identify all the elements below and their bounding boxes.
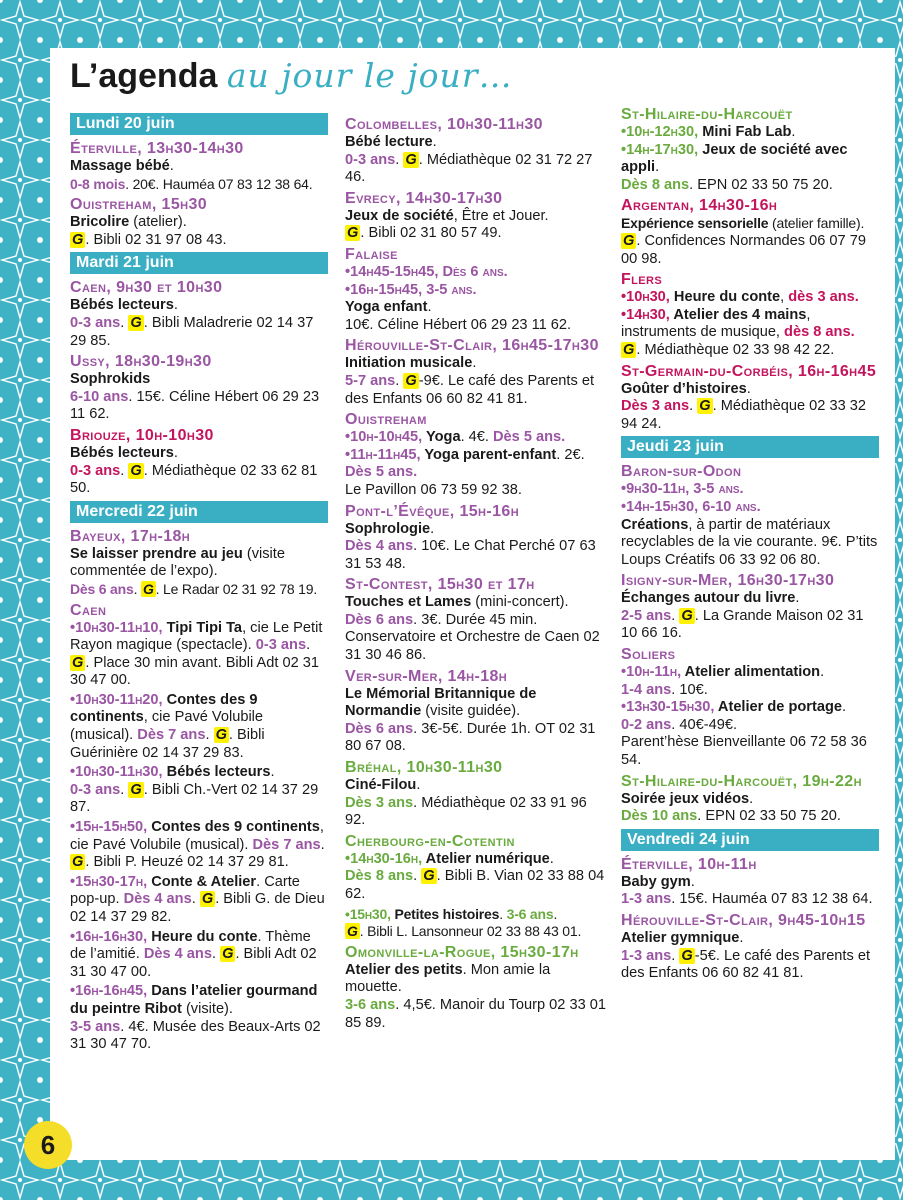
- free-g-badge: G: [130, 462, 142, 479]
- event-age: Dès 6 ans: [70, 580, 134, 597]
- event-note: , cie Pavé Volubile (musical).: [70, 709, 264, 744]
- free-g-badge: G: [215, 727, 227, 744]
- event-block: Hérouville-St-Clair, 9h45-10h15 Atelier gymnique. 1-3 ans. G -5€. Le café des Parents et des Enfants 06 60 82 41 81.: [621, 911, 879, 983]
- event-place: Ouistreham: [345, 411, 427, 429]
- event-note: (visite).: [181, 1000, 233, 1017]
- event-info: . Médiathèque 02 33 98 42 22.: [636, 341, 835, 358]
- event-note: (mini-concert).: [471, 594, 569, 611]
- event-place: Éterville, 10h-11h: [621, 855, 757, 873]
- free-g-badge: G: [347, 923, 358, 940]
- event-info: Le Pavillon 06 73 59 92 38.: [345, 481, 522, 498]
- event-activity: Soirée jeux vidéos: [621, 790, 750, 807]
- event-activity: Massage bébé: [70, 158, 170, 174]
- event-info: . Bibli G. de Dieu 02 14 37 29 82.: [70, 891, 325, 925]
- event-age: Dès 7 ans: [252, 836, 321, 853]
- event-age: 3-6 ans: [345, 996, 396, 1013]
- event-age: 1-3 ans: [621, 947, 672, 964]
- event-place: Cherbourg-en-Cotentin: [345, 832, 515, 850]
- event-time: •14h30-16h,: [345, 850, 423, 867]
- column-1: [70, 110, 328, 1056]
- event-block: [345, 189, 607, 243]
- event-block: [70, 352, 328, 424]
- event-place: Caen: [70, 601, 107, 619]
- event-activity: Se laisser prendre au jeu: [70, 545, 243, 562]
- free-g-badge: G: [72, 654, 84, 671]
- event-activity: Le Mémorial Britannique de Normandie: [345, 685, 537, 720]
- free-g-badge: G: [405, 151, 417, 168]
- event-place: Ussy, 18h30-19h30: [70, 353, 212, 371]
- event-age: Dès 4 ans: [123, 891, 192, 908]
- title-script: au jour le jour…: [226, 56, 513, 95]
- event-age: 0-3 ans: [70, 314, 121, 331]
- event-block: Briouze, 10h-10h30 Bébés lecteurs. 0-3 ans. G . Médiathèque 02 33 62 81 50.: [70, 426, 328, 498]
- event-info: . 4€.: [460, 429, 494, 446]
- event-activity: Yoga: [422, 429, 461, 446]
- event-note: . Carte pop-up.: [70, 873, 300, 908]
- event-note: (visite commentée de l’expo).: [70, 545, 285, 580]
- event-activity: Atelier numérique: [422, 850, 550, 867]
- event-place: St-Hilaire-du-Harcouët: [621, 106, 793, 123]
- free-g-badge: G: [142, 580, 154, 597]
- event-activity: Yoga enfant: [345, 299, 428, 316]
- event-info: . Bibli Guérinière 02 14 37 29 83.: [70, 727, 265, 761]
- free-g-badge: G: [130, 781, 142, 798]
- free-g-badge: G: [347, 225, 359, 242]
- event-time: •10h30-11h10,: [70, 619, 163, 636]
- event-activity: Heure du conte: [147, 928, 258, 945]
- event-activity: Bricolire: [70, 214, 130, 231]
- free-g-badge: G: [72, 854, 84, 871]
- event-info: . Bibli B. Vian 02 33 88 04 62.: [345, 868, 605, 902]
- event-age: 2-5 ans: [621, 607, 672, 624]
- event-place: Isigny-sur-Mer, 16h30-17h30: [621, 572, 835, 590]
- event-block: Cherbourg-en-Cotentin •14h30-16h, Atelier numérique. Dès 8 ans. G . Bibli B. Vian 02 33 88 04 62. •15h30, Petites histoires. 3-6 ans. G . Bibli L. Lansonneur 02 33 88 43 01.: [345, 832, 607, 941]
- event-info: . Médiathèque 02 31 72 27 46.: [345, 151, 593, 186]
- event-age: dès 8 ans.: [784, 324, 855, 341]
- event-activity: Sophrologie: [345, 520, 431, 537]
- event-time: •16h-16h45,: [70, 983, 148, 1000]
- event-time: •9h30-11h, 3-5 ans.: [621, 481, 744, 498]
- event-place: Caen, 9h30 et 10h30: [70, 279, 223, 297]
- event-time: •16h-16h30,: [70, 928, 148, 945]
- event-age: Dès 5 ans.: [345, 464, 418, 481]
- event-activity: Créations: [621, 516, 689, 533]
- page-number-badge: 6: [24, 1121, 72, 1169]
- free-g-badge: G: [699, 398, 711, 415]
- event-time: •10h30-11h30,: [70, 764, 163, 781]
- event-place: Ver-sur-Mer, 14h-18h: [345, 667, 508, 685]
- event-place: St-Germain-du-Corbéis, 16h-16h45: [621, 362, 877, 380]
- event-activity: Expérience sensorielle: [621, 215, 769, 232]
- event-activity: Bébé lecture: [345, 134, 433, 150]
- event-age: 0-3 ans: [255, 637, 307, 654]
- event-place: Hérouville-St-Clair, 9h45-10h15: [621, 912, 866, 929]
- event-activity: Dans l’atelier gourmand du peintre Ribot: [70, 983, 318, 1017]
- day-header: Mercredi 22 juin: [70, 501, 328, 523]
- event-time: •10h30-11h20,: [70, 691, 163, 708]
- event-activity: Initiation musicale: [345, 355, 473, 372]
- event-time: •14h45-15h45, Dès 6 ans.: [345, 263, 508, 280]
- day-header: Lundi 20 juin: [70, 113, 328, 135]
- event-activity: Jeux de société avec appli: [621, 141, 848, 176]
- event-block: Soliers •10h-11h, Atelier alimentation. 1-4 ans. 10€. •13h30-15h30, Atelier de portage. 0-2 ans. 40€-49€. Parent’hèse Bienveillante 06 72 58 36 54.: [621, 645, 879, 770]
- event-block: [621, 196, 879, 268]
- event-block: Colombelles, 10h30-11h30 Bébé lecture. 0-3 ans. G . Médiathèque 02 31 72 27 46.: [345, 115, 607, 187]
- event-block: St-Germain-du-Corbéis, 16h-16h45 Goûter d’histoires. Dès 3 ans. G . Médiathèque 02 33 32 94 24.: [621, 362, 879, 434]
- event-age: 3-6 ans: [502, 905, 554, 922]
- event-activity: Échanges autour du livre: [621, 590, 796, 607]
- event-activity: Contes des 9 continents: [70, 691, 258, 726]
- day-header: Mardi 21 juin: [70, 252, 328, 274]
- event-block: Éterville, 10h-11h Baby gym. 1-3 ans. 15€. Hauméa 07 83 12 38 64.: [621, 855, 879, 909]
- event-info: . La Grande Maison 02 31 10 66 16.: [621, 607, 864, 642]
- day-header: Vendredi 24 juin: [621, 829, 879, 851]
- event-note: (visite guidée).: [421, 703, 521, 720]
- event-activity: Petites histoires: [390, 905, 500, 922]
- event-activity: Bébés lecteurs: [70, 297, 174, 314]
- event-activity: Touches et Lames: [345, 594, 472, 611]
- event-place: Éterville, 13h30-14h30: [70, 140, 244, 157]
- free-g-badge: G: [423, 868, 435, 885]
- event-info: . Médiathèque 02 33 62 81 50.: [70, 462, 318, 497]
- event-info: . 20€. Hauméa 07 83 12 38 64.: [125, 175, 313, 192]
- event-info: . Le Radar 02 31 92 78 19.: [155, 580, 318, 597]
- event-activity: Ciné-Filou: [345, 777, 417, 794]
- event-note: . Mon amie la mouette.: [345, 961, 551, 996]
- event-block: Falaise •14h45-15h45, Dès 6 ans. •16h-15h45, 3-5 ans. Yoga enfant. 10€. Céline Hébert 06 29 23 11 62.: [345, 245, 607, 334]
- event-age: 0-8 mois: [70, 175, 126, 192]
- event-note: (atelier).: [129, 214, 187, 231]
- event-place: Pont-l’Évêque, 15h-16h: [345, 502, 520, 520]
- event-info: . Bibli Ch.-Vert 02 14 37 29 87.: [70, 781, 319, 816]
- event-block: St-Hilaire-du-Harcouët, 19h-22h Soirée jeux vidéos. Dès 10 ans. EPN 02 33 50 75 20.: [621, 772, 879, 826]
- event-activity: Atelier gymnique: [621, 930, 740, 946]
- event-place: Bayeux, 17h-18h: [70, 527, 191, 545]
- free-g-badge: G: [72, 231, 84, 248]
- event-age: Dès 3 ans: [621, 398, 690, 415]
- event-time: •13h30-15h30,: [621, 699, 715, 716]
- event-info: . 15€. Hauméa 07 83 12 38 64.: [671, 891, 873, 908]
- event-block: Caen •10h30-11h10, Tipi Tipi Ta, cie Le Petit Rayon magique (spectacle). 0-3 ans. G . Place 30 min avant. Bibli Adt 02 31 30 47 00. •10h30-11h20, Contes des 9 continents, cie Pavé Volubile (musical). Dès 7 ans. G . Bibli Guérinière 02 14 37 29 83. •10h30-11h30, Bébés lecteurs. 0-3 ans. G . Bibli Ch.-Vert 02 14 37 29 87. •15h-15h50, Contes des 9 continents, cie Pavé Volubile (musical). Dès 7 ans. G . Bibli P. Heuzé 02 14 37 29 81. •15h30-17h, Conte & Atelier. Carte pop-up. Dès 4 ans. G . Bibli G. de Dieu 02 14 37 29 82. •16h-16h30, Heure du conte. Thème de l’amitié. Dès 4 ans. G . Bibli Adt 02 31 30 47 00. •16h-16h45, Dans l’atelier gourmand du peintre Ribot (visite). 3-5 ans. 4€. Musée des Beaux-Arts 02 31 30 47 70.: [70, 601, 328, 1054]
- free-g-badge: G: [623, 232, 635, 249]
- event-age: Dès 8 ans: [621, 176, 690, 193]
- event-note: , cie Pavé Volubile (musical).: [70, 819, 324, 853]
- event-time: •10h-12h30,: [621, 124, 699, 140]
- event-block: Bréhal, 10h30-11h30 Ciné-Filou. Dès 3 ans. Médiathèque 02 33 91 96 92.: [345, 758, 607, 830]
- event-place: Flers: [621, 271, 663, 289]
- event-block: St-Hilaire-du-Harcouët •10h-12h30, Mini Fab Lab. •14h-17h30, Jeux de société avec appli. Dès 8 ans. EPN 02 33 50 75 20.: [621, 105, 879, 194]
- event-age: Dès 7 ans: [137, 727, 206, 744]
- event-time: •10h-10h45,: [345, 429, 423, 446]
- event-info: . Bibli Adt 02 31 30 47 00.: [70, 946, 317, 980]
- event-info: -5€. Le café des Parents et des Enfants 06 60 82 41 81.: [621, 947, 870, 982]
- event-time: •11h-11h45,: [345, 446, 421, 463]
- event-place: St-Contest, 15h30 et 17h: [345, 576, 535, 594]
- event-info: . Bibli P. Heuzé 02 14 37 29 81.: [85, 854, 289, 871]
- event-time: •15h30-17h,: [70, 873, 148, 890]
- event-activity: Baby gym: [621, 873, 691, 890]
- event-activity: Sophrokids: [70, 371, 151, 388]
- event-place: Briouze, 10h-10h30: [70, 426, 214, 444]
- event-age: Dès 5 ans.: [493, 429, 566, 446]
- event-info: . Bibli 02 31 97 08 43.: [85, 231, 227, 248]
- event-block: Pont-l’Évêque, 15h-16h Sophrologie. Dès 4 ans. 10€. Le Chat Perché 07 63 31 53 48.: [345, 502, 607, 574]
- event-info: . 4,5€. Manoir du Tourp 02 33 01 85 89.: [345, 996, 606, 1031]
- event-info: . 4€. Musée des Beaux-Arts 02 31 30 47 70.: [70, 1018, 321, 1053]
- event-time: •14h30,: [621, 306, 670, 323]
- event-info: . 3€-5€. Durée 1h. OT 02 31 80 67 08.: [345, 720, 596, 755]
- event-block: [70, 195, 328, 249]
- event-place: Evrecy, 14h30-17h30: [345, 189, 503, 207]
- event-age: 6-10 ans: [70, 388, 129, 405]
- event-place: Soliers: [621, 646, 676, 664]
- column-3: [621, 104, 879, 985]
- page-title: [70, 56, 513, 96]
- event-block: Isigny-sur-Mer, 16h30-17h30 Échanges autour du livre. 2-5 ans. G . La Grande Maison 02 31 10 66 16.: [621, 571, 879, 643]
- event-time: •16h-15h45, 3-5 ans.: [345, 281, 477, 298]
- event-place: Falaise: [345, 245, 398, 263]
- event-activity: Yoga parent-enfant: [420, 446, 557, 463]
- event-place: Omonville-la-Rogue, 15h30-17h: [345, 943, 579, 961]
- event-block: Caen, 9h30 et 10h30 Bébés lecteurs. 0-3 ans. G . Bibli Maladrerie 02 14 37 29 85.: [70, 278, 328, 350]
- event-place: Hérouville-St-Clair, 16h45-17h30: [345, 337, 599, 355]
- event-place: Colombelles, 10h30-11h30: [345, 116, 543, 133]
- event-note: , instruments de musique,: [621, 306, 811, 341]
- event-age: 0-2 ans: [621, 716, 672, 733]
- event-activity: Jeux de société: [345, 207, 454, 224]
- event-note: , cie Le Petit Rayon magique (spectacle).: [70, 619, 323, 654]
- event-age: 1-4 ans: [621, 681, 672, 698]
- free-g-badge: G: [623, 341, 635, 358]
- event-time: •10h30,: [621, 289, 670, 306]
- event-age: Dès 4 ans: [143, 946, 212, 963]
- event-info: . Place 30 min avant. Bibli Adt 02 31 30 47 00.: [70, 654, 320, 689]
- free-g-badge: G: [201, 891, 214, 908]
- event-note: . Thème de l’amitié.: [70, 928, 311, 963]
- event-age: 3-5 ans: [70, 1018, 121, 1035]
- event-info: . EPN 02 33 50 75 20.: [697, 808, 841, 825]
- event-place: Ouistreham, 15h30: [70, 196, 208, 214]
- event-activity: Conte & Atelier: [147, 873, 257, 890]
- event-activity: Atelier alimentation: [681, 664, 821, 681]
- event-place: St-Hilaire-du-Harcouët, 19h-22h: [621, 772, 862, 790]
- event-activity: Atelier de portage: [714, 699, 842, 716]
- free-g-badge: G: [405, 372, 417, 389]
- event-activity: Atelier des petits: [345, 961, 463, 978]
- event-block: Bayeux, 17h-18h Se laisser prendre au jeu (visite commentée de l’expo). Dès 6 ans. G . Le Radar 02 31 92 78 19.: [70, 527, 328, 599]
- event-note: (atelier famille).: [768, 215, 865, 232]
- event-age: Dès 6 ans: [345, 611, 414, 628]
- event-info: . 2€.: [556, 446, 585, 463]
- event-info: . 10€.: [671, 681, 708, 698]
- event-time: •15h-15h50,: [70, 819, 148, 836]
- event-block: [621, 462, 879, 569]
- event-block: [345, 575, 607, 664]
- event-time: •14h-15h30, 6-10 ans.: [621, 498, 761, 515]
- event-info: . Bibli Maladrerie 02 14 37 29 85.: [70, 314, 314, 349]
- event-age: dès 3 ans.: [788, 289, 859, 306]
- event-info: -9€. Le café des Parents et des Enfants 06 60 82 41 81.: [345, 372, 594, 407]
- event-info: . 3€. Durée 45 min. Conservatoire et Orchestre de Caen 02 31 30 46 86.: [345, 611, 600, 664]
- free-g-badge: G: [681, 947, 693, 964]
- event-block: [345, 943, 607, 1032]
- event-age: 1-3 ans: [621, 891, 672, 908]
- event-age: Dès 3 ans: [345, 794, 414, 811]
- event-note: , Être et Jouer.: [453, 207, 549, 224]
- event-activity: Tipi Tipi Ta: [162, 619, 243, 636]
- event-info: . Bibli 02 31 80 57 49.: [360, 225, 502, 242]
- free-g-badge: G: [130, 314, 142, 331]
- event-age: 0-3 ans: [345, 151, 396, 168]
- event-age: 0-3 ans: [70, 462, 121, 479]
- event-info: 10€. Céline Hébert 06 29 23 11 62.: [345, 316, 572, 333]
- event-place: Argentan, 14h30-16h: [621, 197, 778, 215]
- free-g-badge: G: [681, 607, 693, 624]
- event-place: Baron-sur-Odon: [621, 463, 742, 481]
- event-activity: Goûter d’histoires: [621, 380, 747, 397]
- event-time: •14h-17h30,: [621, 141, 699, 158]
- column-2: [345, 114, 607, 1034]
- event-age: Dès 10 ans: [621, 808, 698, 825]
- title-main: L’agenda: [70, 57, 218, 95]
- event-info: . EPN 02 33 50 75 20.: [689, 176, 833, 193]
- event-block: [345, 667, 607, 756]
- event-place: Bréhal, 10h30-11h30: [345, 759, 503, 777]
- event-age: 0-3 ans: [70, 781, 121, 798]
- event-time: •10h-11h,: [621, 664, 682, 681]
- event-block: [345, 410, 607, 499]
- event-activity: Contes des 9 continents: [147, 819, 320, 836]
- event-activity: Bébés lecteurs: [70, 444, 174, 461]
- event-info: , à partir de matériaux recyclables de la vie courante. 9€. P’tits Loups Créatifs 06 33 92 06 80.: [621, 516, 878, 568]
- event-age: Dès 8 ans: [345, 868, 414, 885]
- event-info: . 10€. Le Chat Perché 07 63 31 53 48.: [345, 538, 596, 572]
- event-activity: Heure du conte: [669, 289, 781, 306]
- event-info: . Bibli L. Lansonneur 02 33 88 43 01.: [359, 923, 582, 940]
- event-block: Éterville, 13h30-14h30 Massage bébé. 0-8 mois. 20€. Hauméa 07 83 12 38 64.: [70, 139, 328, 193]
- event-activity: Bébés lecteurs: [162, 764, 271, 781]
- day-header: Jeudi 23 juin: [621, 436, 879, 458]
- event-info: Parent’hèse Bienveillante 06 72 58 36 54.: [621, 734, 867, 769]
- free-g-badge: G: [222, 946, 234, 963]
- event-age: 5-7 ans: [345, 372, 396, 389]
- event-info: . 40€-49€.: [671, 716, 738, 733]
- event-block: Hérouville-St-Clair, 16h45-17h30 Initiation musicale. 5-7 ans. G -9€. Le café des Parents et des Enfants 06 60 82 41 81.: [345, 336, 607, 408]
- event-info: . 15€. Céline Hébert 06 29 23 11 62.: [70, 388, 320, 423]
- event-block: Flers •10h30, Heure du conte, dès 3 ans. •14h30, Atelier des 4 mains, instruments de musique, dès 8 ans. G . Médiathèque 02 33 98 42 22.: [621, 270, 879, 359]
- event-activity: Mini Fab Lab: [698, 124, 792, 140]
- event-info: . Médiathèque 02 33 32 94 24.: [621, 398, 866, 432]
- event-time: •15h30,: [345, 905, 391, 922]
- event-info: . Médiathèque 02 33 91 96 92.: [345, 794, 587, 829]
- event-activity: Atelier des 4 mains: [669, 306, 807, 323]
- event-info: . Confidences Normandes 06 07 79 00 98.: [621, 232, 866, 267]
- event-age: Dès 6 ans: [345, 720, 414, 737]
- event-age: Dès 4 ans: [345, 538, 414, 555]
